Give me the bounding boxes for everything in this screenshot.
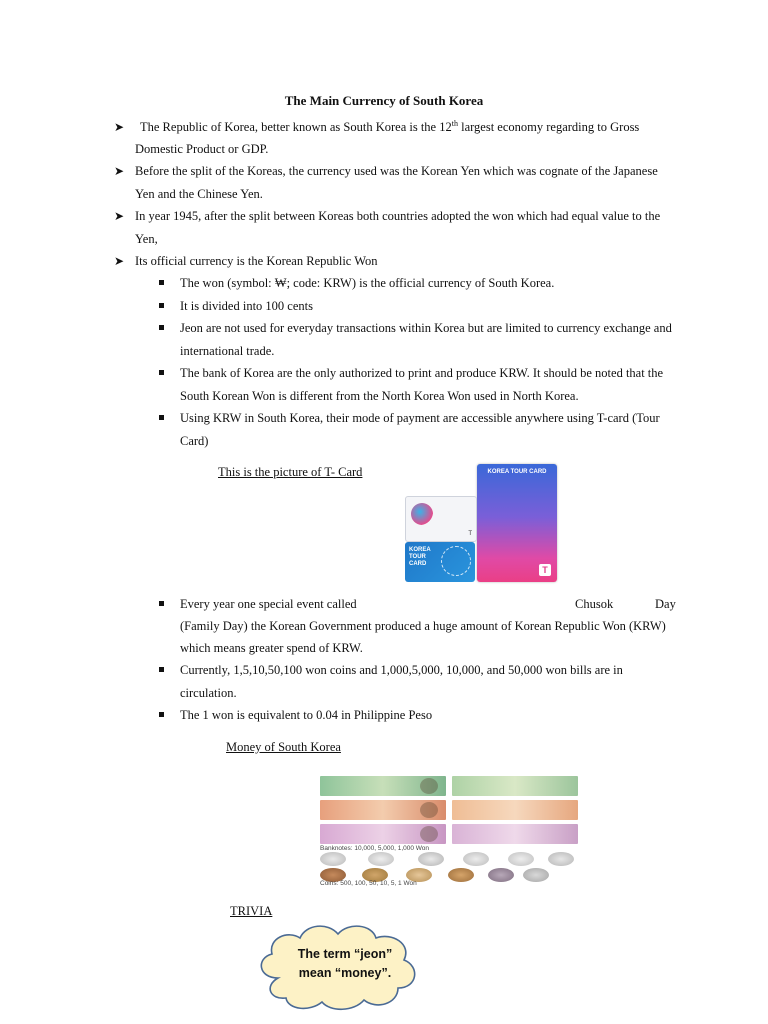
tcard-line-2: Card) <box>180 434 209 448</box>
banknote-green <box>320 776 446 796</box>
chusok-line-3: which means greater spend of KRW. <box>180 641 363 655</box>
bank-line-2: South Korean Won is different from the North Korea Won used in North Korea. <box>180 389 579 403</box>
money-picture <box>318 772 580 888</box>
bank-line-1: The bank of Korea are the only authorized to print and produce KRW. It should be noted that the <box>180 366 664 380</box>
arrow-bullet-icon: ➤ <box>114 254 125 268</box>
arrow-bullet-icon: ➤ <box>114 120 125 134</box>
arrow-bullet-icon: ➤ <box>114 209 125 223</box>
t-logo-icon: T <box>539 564 551 576</box>
trivia-cloud-text <box>290 945 400 983</box>
coin-silver-icon <box>463 852 489 866</box>
banknote-purple-back <box>452 824 578 844</box>
banknote-orange-back <box>452 800 578 820</box>
coins-caption: Coins: 500, 100, 50, 10, 5, 1 Won <box>320 880 417 887</box>
square-bullet-icon <box>159 667 164 672</box>
square-bullet-icon <box>159 712 164 717</box>
coin-silver-icon <box>320 852 346 866</box>
square-bullet-icon <box>159 280 164 285</box>
paragraph-yen-1: Before the split of the Koreas, the currency used was the Korean Yen which was cognate of the Japanese <box>135 164 658 178</box>
portrait-icon <box>420 826 438 842</box>
coin-silver-icon <box>548 852 574 866</box>
paragraph-1945-2: Yen, <box>135 232 158 246</box>
square-bullet-icon <box>159 415 164 420</box>
jeon-line-2: international trade. <box>180 344 275 358</box>
chusok-line-2: (Family Day) the Korean Government produced a huge amount of Korean Republic Won (KRW) <box>180 619 666 633</box>
coin-silver-icon <box>523 868 549 882</box>
paragraph-1945-1: In year 1945, after the split between Koreas both countries adopted the won which had equal value to the <box>135 209 661 223</box>
coins-line-1: Currently, 1,5,10,50,100 won coins and 1,000,5,000, 10,000, and 50,000 won bills are in <box>180 663 623 677</box>
day-word: Day <box>655 597 676 611</box>
cents-line: It is divided into 100 cents <box>180 299 313 313</box>
square-bullet-icon <box>159 325 164 330</box>
gdp-superscript: th <box>451 118 458 128</box>
gdp-line-1: The Republic of Korea, better known as South Korea is the 12 <box>140 120 452 134</box>
gdp-line-2: Domestic Product or GDP. <box>135 142 269 156</box>
card-logo-icon <box>411 503 433 525</box>
card-pattern-icon <box>441 546 471 576</box>
banknote-green-back <box>452 776 578 796</box>
paragraph-gdp <box>140 116 678 139</box>
arrow-bullet-icon: ➤ <box>114 164 125 178</box>
tcard-line-1: Using KRW in South Korea, their mode of payment are accessible anywhere using T-card (Tour <box>180 411 660 425</box>
tcard-caption: This is the picture of T- Card <box>218 465 363 479</box>
banknote-orange <box>320 800 446 820</box>
square-bullet-icon <box>159 601 164 606</box>
coin-silver-icon <box>418 852 444 866</box>
blue-card-text-line: KOREA <box>409 547 431 553</box>
chusok-line-1-start: Every year one special event called <box>180 597 357 611</box>
portrait-icon <box>420 778 438 794</box>
chusok-word: Chusok <box>575 597 614 611</box>
trivia-heading: TRIVIA <box>230 904 273 918</box>
square-bullet-icon <box>159 370 164 375</box>
jeon-line-1: Jeon are not used for everyday transactions within Korea but are limited to currency exchange and <box>180 321 672 335</box>
trivia-line-2: mean “money”. <box>298 966 392 980</box>
blue-card-text-line: CARD <box>409 561 427 567</box>
coin-grey-icon <box>488 868 514 882</box>
square-bullet-icon <box>159 303 164 308</box>
coin-silver-icon <box>508 852 534 866</box>
white-tour-card <box>405 496 477 542</box>
blue-tour-card <box>405 542 475 582</box>
money-caption: Money of South Korea <box>226 740 341 754</box>
banknotes-caption: Banknotes: 10,000, 5,000, 1,000 Won <box>320 845 430 852</box>
banknote-purple <box>320 824 446 844</box>
white-card-t-logo: T <box>468 531 472 537</box>
paragraph-official-currency: Its official currency is the Korean Republic Won <box>135 254 378 268</box>
pink-card-header: KOREA TOUR CARD <box>487 469 547 475</box>
trivia-line-1: The term “jeon” <box>297 947 393 961</box>
peso-line: The 1 won is equivalent to 0.04 in Philippine Peso <box>180 708 433 722</box>
coin-silver-icon <box>368 852 394 866</box>
coin-bronze-icon <box>448 868 474 882</box>
blue-card-text <box>409 547 431 568</box>
won-symbol-line: The won (symbol: ₩; code: KRW) is the official currency of South Korea. <box>180 276 555 290</box>
paragraph-yen-2: Yen and the Chinese Yen. <box>135 187 263 201</box>
korea-tour-card-pink <box>477 464 557 582</box>
portrait-icon <box>420 802 438 818</box>
document-title: The Main Currency of South Korea <box>284 93 484 108</box>
tcard-picture <box>405 464 557 584</box>
coins-line-2: circulation. <box>180 686 237 700</box>
gdp-line-1-tail: largest economy regarding to Gross <box>457 120 640 134</box>
blue-card-text-line: TOUR <box>409 554 426 560</box>
